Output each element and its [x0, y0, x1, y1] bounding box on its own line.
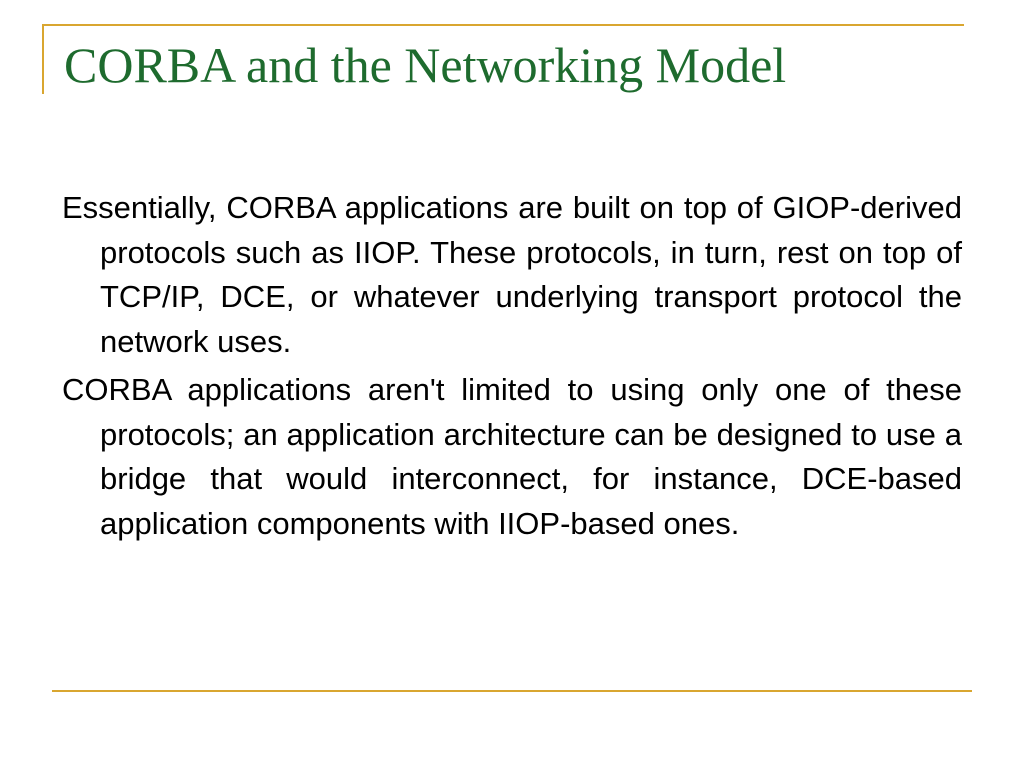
bottom-accent-rule — [52, 690, 972, 692]
body-paragraph-1: Essentially, CORBA applications are built on top of GIOP-derived protocols such as IIOP. These protocols, in turn, rest on top of TCP/IP, DCE, or whatever underlying transport protocol the network uses. — [62, 190, 962, 359]
left-accent-rule — [42, 24, 44, 94]
body-paragraph-2: CORBA applications aren't limited to using only one of these protocols; an application architecture can be designed to use a bridge that would interconnect, for instance, DCE-based application components with IIOP-based ones. — [62, 372, 962, 541]
slide-body — [62, 186, 962, 550]
top-accent-rule — [42, 24, 964, 26]
slide-title: CORBA and the Networking Model — [64, 37, 787, 93]
